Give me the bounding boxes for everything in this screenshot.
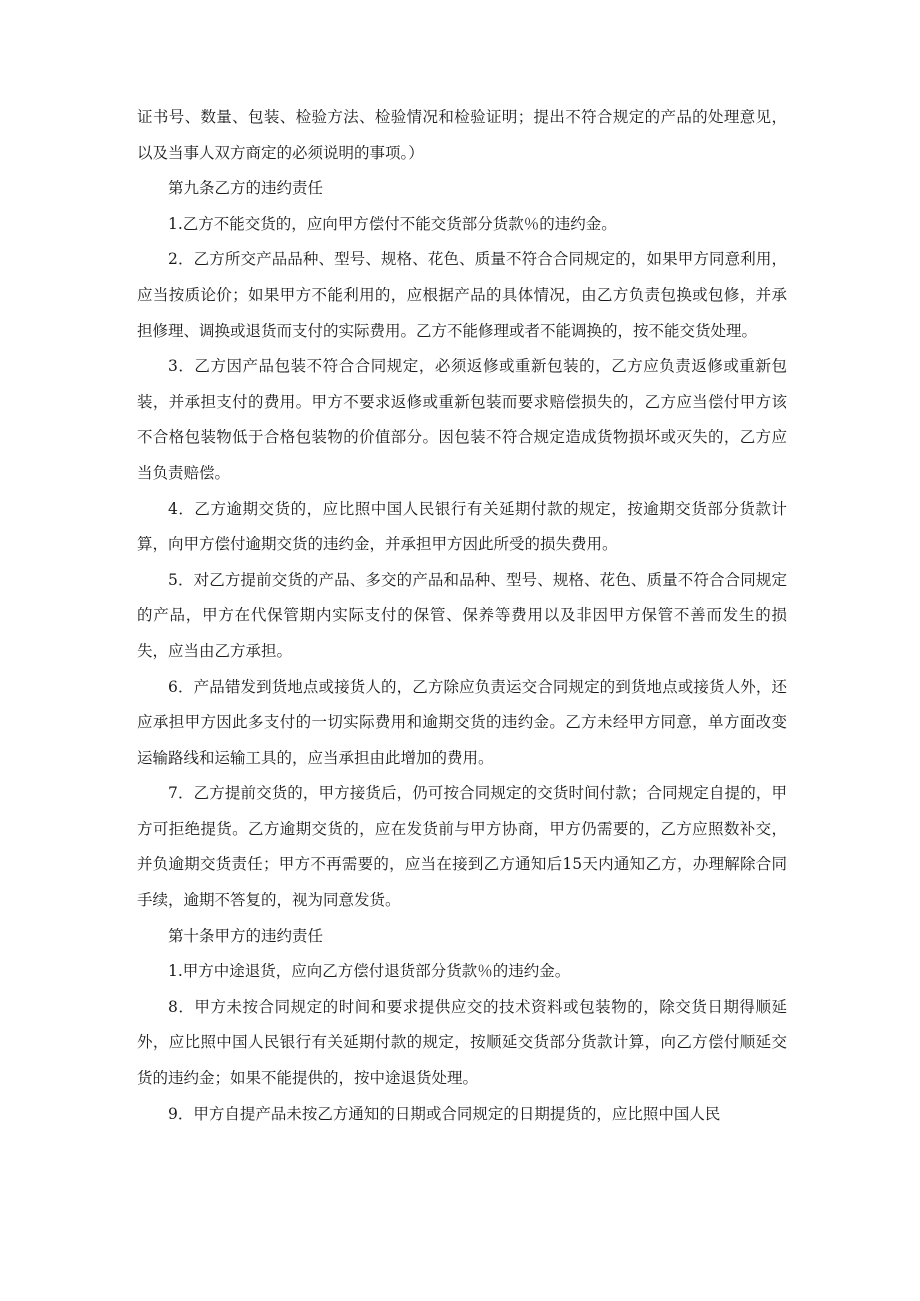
article-10-clause-8: 8．甲方未按合同规定的时间和要求提供应交的技术资料或包装物的，除交货日期得顺延外，应比照中国人民银行有关延期付款的规定，按顺延交货部分货款计算，向乙方偿付顺延交货的违约金；如果不能提供的，按中途退货处理。 bbox=[137, 997, 787, 1088]
article-10-clause-9: 9．甲方自提产品未按乙方通知的日期或合同规定的日期提货的，应比照中国人民 bbox=[168, 1104, 721, 1123]
article-9-clause-3: 3．乙方因产品包装不符合合同规定，必须返修或重新包装的，乙方应负责返修或重新包装，并承担支付的费用。甲方不要求返修或重新包装而要求赔偿损失的，乙方应当偿付甲方该不合格包装物低于合格包装物的价值部分。因包装不符合规定造成货物损坏或灭失的，乙方应当负责赔偿。 bbox=[137, 357, 787, 482]
article-9-clause-4: 4．乙方逾期交货的，应比照中国人民银行有关延期付款的规定，按逾期交货部分货款计算，向甲方偿付逾期交货的违约金，并承担甲方因此所受的损失费用。 bbox=[137, 499, 787, 554]
paragraph-continuation: 证书号、数量、包装、检验方法、检验情况和检验证明；提出不符合规定的产品的处理意见，以及当事人双方商定的必须说明的事项。） bbox=[137, 108, 787, 162]
article-10-heading: 第十条甲方的违约责任 bbox=[168, 926, 324, 945]
article-9-clause-6: 6．产品错发到货地点或接货人的，乙方除应负责运交合同规定的到货地点或接货人外，还应承担甲方因此多支付的一切实际费用和逾期交货的违约金。乙方未经甲方同意，单方面改变运输路线和运输工具的，应当承担由此增加的费用。 bbox=[137, 677, 787, 767]
article-9-clause-7: 7．乙方提前交货的，甲方接货后，仍可按合同规定的交货时间付款；合同规定自提的，甲方可拒绝提货。乙方逾期交货的，应在发货前与甲方协商，甲方仍需要的，乙方应照数补交，并负逾期交货责任；甲方不再需要的，应当在接到乙方通知后15天内通知乙方，办理解除合同手续，逾期不答复的，视为同意发货。 bbox=[137, 784, 787, 910]
article-10-clause-1: 1.甲方中途退货，应向乙方偿付退货部分货款％的违约金。 bbox=[168, 962, 571, 981]
article-9-clause-1: 1.乙方不能交货的，应向甲方偿付不能交货部分货款％的违约金。 bbox=[168, 214, 617, 233]
document-page bbox=[137, 100, 787, 1132]
article-9-clause-5: 5．对乙方提前交货的产品、多交的产品和品种、型号、规格、花色、质量不符合合同规定的产品，甲方在代保管期内实际支付的保管、保养等费用以及非因甲方保管不善而发生的损失，应当由乙方承担。 bbox=[137, 570, 787, 660]
article-9-heading: 第九条乙方的违约责任 bbox=[168, 179, 324, 198]
article-9-clause-2: 2．乙方所交产品品种、型号、规格、花色、质量不符合合同规定的，如果甲方同意利用，应当按质论价；如果甲方不能利用的，应根据产品的具体情况，由乙方负责包换或包修，并承担修理、调换或退货而支付的实际费用。乙方不能修理或者不能调换的，按不能交货处理。 bbox=[137, 250, 787, 340]
